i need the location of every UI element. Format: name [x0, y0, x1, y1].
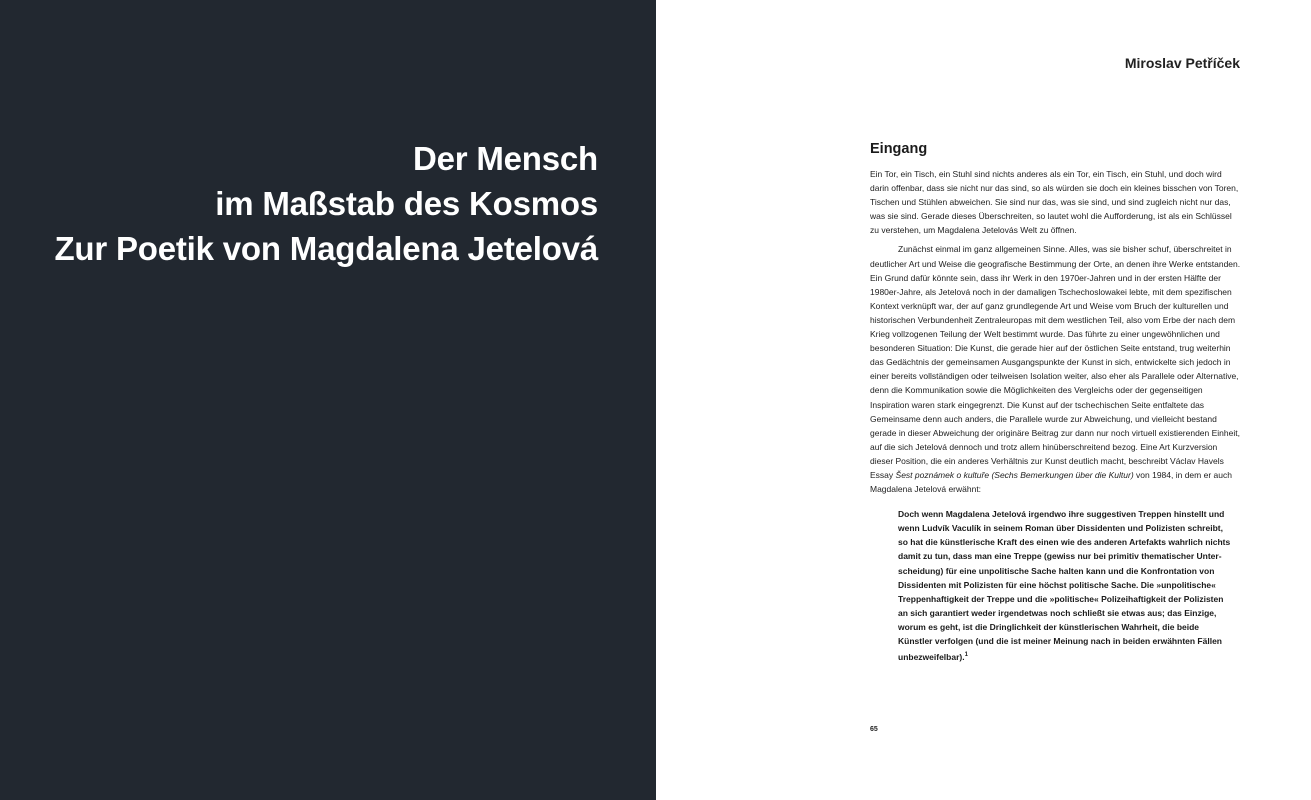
- author-name: Miroslav Petříček: [1124, 55, 1240, 71]
- title-line-1: Der Mensch: [412, 140, 598, 177]
- block-quote: [898, 507, 1234, 664]
- paragraph-1: Ein Tor, ein Tisch, ein Stuhl sind nichts anderes als ein Tor, ein Tisch, ein Stuhl, und doch wird darin offenbar, dass sie nicht nur das sind, so als würden sie doch ein kleines bisschen von Toren, Tischen und Stühlen abweichen. Sie sind nur das, was sie sind, und sind zugleich nicht nur das, was sie sind. Gerade dieses Überschreiten, so lautet wohl die Aufforderung, ist als ein Schlüssel zu verstehen, um Magdalena Jetelovás Welt zu öffnen.: [870, 169, 1239, 236]
- footnote-marker: 1: [964, 652, 968, 659]
- paragraph-2: [870, 242, 1242, 496]
- right-page: [656, 0, 1311, 800]
- chapter-title: [54, 136, 598, 271]
- paragraph-2-text: Zunächst einmal im ganz allgemeinen Sinne. Alles, was sie bisher schuf, überschreitet in deutlicher Art und Weise die geografische Bestimmung der Orte, an denen ihre Werke entstanden. Ein Grund dafür könnte sein, dass ihr Werk in den 1970er-Jahren und in der ersten Hälfte der 1980er-Jahre, als Jetelová noch in der damaligen Tschechoslowakei lebte, mit dem spezifischen Kontext verknüpft war, der auf ganz grundlegende Art und Weise vom Bruch der kulturellen und historischen Verbundenheit Zentraleuropas mit dem westlichen Teil, also vom Erbe der nach dem Krieg vollzogenen Teilung der Welt bestimmt wurde. Das führte zu einer ungewöhnlichen und besonderen Situation: Die Kunst, die gerade hier auf der östlichen Seite entstand, trug weiterhin das Gedächtnis der gemeinsamen Ausgangspunkte der Kunst in sich, entwickelte sich jedoch in einer bereits vollständigen oder teilweisen Isolation weiter, also eher als Parallele oder Alternative, denn die Kommunikation sowie die Möglichkeiten des Vergleichs oder der gegenseitigen Inspiration waren stark eingegrenzt. Die Kunst auf der tschechischen Seite entfaltete das Gemeinsame denn auch anders, die Parallele wurde zur Abweichung, und vielleicht bestand gerade in dieser Abweichung der originäre Beitrag zur dann nur noch virtuell existierenden Einheit, auf die sich Jetelová dennoch und trotz allem hinüberschreitend bezog. Eine Art Kurzversion dieser Position, die ein anderes Verhältnis zur Kunst deutlich macht, beschreibt Václav Havels Essay: [870, 244, 1241, 480]
- title-line-3: Zur Poetik von Magdalena Jetelová: [54, 230, 598, 267]
- text-column: [870, 141, 1242, 664]
- page-number: 65: [870, 726, 878, 733]
- title-line-2: im Maßstab des Kosmos: [215, 185, 598, 222]
- quote-text: Doch wenn Magdalena Jetelová irgendwo ihre suggestiven Treppen hinstellt und wenn Ludvík Vaculík in seinem Roman über Dissidenten und Polizisten schreibt, so hat die künstlerische Kraft des einen wie des anderen Artefakts wahrlich nichts damit zu tun, dass man eine Treppe (gewiss nur bei primitiv thematischer Unterscheidung) für eine unpolitische Sache halten kann und die Konfrontation von Dissidenten mit Polizisten für eine höchst politische Sache. Die »unpolitische« Treppenhaftigkeit der Treppe und die »politische« Polizeihaftigkeit der Polizisten an sich garantiert weder irgendetwas noch schließt sie etwas aus; das Einzige, worum es geht, ist die Dringlichkeit der künstlerischen Wahrheit, die beide Künstler verfolgen (und die ist meiner Meinung nach in beiden erwähnten Fällen unbezweifelbar).: [898, 509, 1231, 662]
- essay-title: Šest poznámek o kultuře (Sechs Bemerkungen über die Kultur): [895, 469, 1134, 480]
- paragraph-2-tail: von 1984, in dem er auch Magdalena Jetelová erwähnt:: [870, 469, 1232, 495]
- section-heading: Eingang: [870, 141, 928, 157]
